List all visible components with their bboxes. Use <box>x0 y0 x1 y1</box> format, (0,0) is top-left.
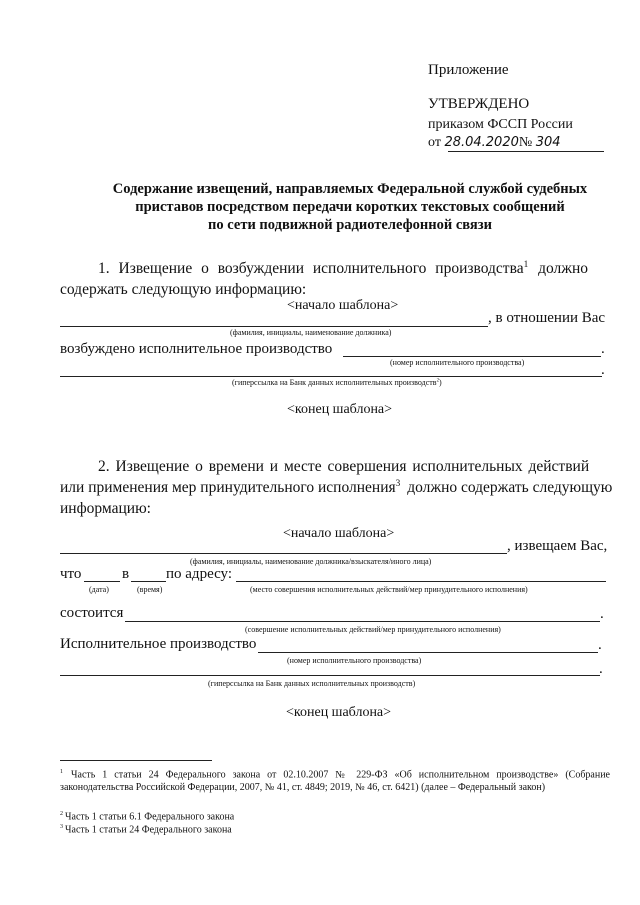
document-title <box>95 180 605 234</box>
section2-date-blank <box>84 581 120 582</box>
footnote-3 <box>60 821 610 836</box>
section2-time-blank <box>131 581 166 582</box>
section1-heading-end: должно <box>538 260 589 278</box>
section1-caption-name: (фамилия, инициалы, наименование должника) <box>230 328 392 337</box>
approved-label: УТВЕРЖДЕНО <box>428 96 530 112</box>
section1-caption-number: (номер исполнительного производства) <box>390 358 525 367</box>
footnote-1-text: Часть 1 статьи 24 Федерального закона от 02.10.2007 № 229-ФЗ «Об исполнительном производстве» (Собрание законодательства Российской Федерации, 2007, № 41, ст. 4849; 2019, № 46, ст. 6421) (далее – Федеральный закон) <box>60 769 610 794</box>
footnote-2-text: Часть 1 статьи 6.1 Федерального закона <box>65 811 235 823</box>
section1-template-start: <начало шаблона> <box>287 298 399 313</box>
order-label: приказом ФССП России <box>428 117 573 132</box>
date-prefix: от <box>428 135 441 150</box>
footnote-3-ref: 3 <box>60 824 63 830</box>
section1-initiated: возбуждено исполнительное производство <box>60 341 333 357</box>
section1-dot-1: . <box>601 341 605 357</box>
section2-proceeding-label: Исполнительное производство <box>60 636 257 652</box>
title-line-3: по сети подвижной радиотелефонной связи <box>208 217 492 233</box>
section2-number-blank <box>258 652 598 653</box>
order-date-handwritten: 28.04.2020 <box>444 135 519 150</box>
order-date-line <box>428 135 561 151</box>
section1-caption-link-close: ) <box>438 378 442 387</box>
order-number-handwritten: 304 <box>535 135 561 150</box>
footnote-1 <box>60 766 610 794</box>
section2-place-blank <box>236 581 606 582</box>
section2-address-label: по адресу: <box>166 566 233 582</box>
section1-caption-link <box>232 378 442 387</box>
section2-caption-name: (фамилия, инициалы, наименование должника/взыскателя/иного лица) <box>190 557 432 566</box>
footnote-2-ref: 2 <box>60 811 63 817</box>
section2-actions-blank <box>125 621 600 622</box>
section2-link-blank <box>60 675 600 676</box>
section2-dot-2: . <box>598 637 602 653</box>
footnote-1-ref: 1 <box>60 769 63 775</box>
section2-caption-time: (время) <box>137 585 163 594</box>
title-line-1: Содержание извещений, направляемых Федеральной службой судебных <box>112 181 588 197</box>
section2-template-start: <начало шаблона> <box>283 526 395 541</box>
section1-template-end: <конец шаблона> <box>287 402 393 417</box>
number-mark: № <box>518 135 533 150</box>
footnote-ref-2: 2 <box>436 378 439 384</box>
section2-caption-place: (место совершения исполнительных действий/мер принудительного исполнения) <box>250 585 528 594</box>
order-date-underline <box>448 151 604 152</box>
section2-caption-date: (дата) <box>89 585 109 594</box>
section2-line2 <box>60 479 612 497</box>
section2-line2-end: должно содержать следующую <box>407 479 613 497</box>
section1-line1 <box>98 260 588 278</box>
section1-link-blank <box>60 376 602 377</box>
footnote-3-text: Часть 1 статьи 24 Федерального закона <box>65 824 232 836</box>
section1-name-blank <box>60 326 488 327</box>
section1-regarding: , в отношении Вас <box>488 310 606 326</box>
footnote-ref-1: 1 <box>523 260 529 270</box>
title-line-2: приставов посредством передачи коротких текстовых сообщений <box>135 199 565 215</box>
section1-dot-2: . <box>601 362 605 378</box>
footnote-ref-3: 3 <box>395 479 401 489</box>
section2-at: в <box>122 566 130 582</box>
section1-number-blank <box>343 356 601 357</box>
section2-template-end: <конец шаблона> <box>286 705 392 720</box>
section1-heading: 1. Извещение о возбуждении исполнительного производства <box>98 260 524 278</box>
section2-dot-1: . <box>600 606 604 622</box>
section2-caption-link: (гиперссылка на Банк данных исполнительных производств) <box>208 679 416 688</box>
section2-name-blank <box>60 553 507 554</box>
section2-line2-text: или применения мер принудительного исполнения <box>60 479 396 497</box>
section1-line2: содержать следующую информацию: <box>60 281 307 298</box>
section2-will-take-place: состоится <box>60 605 124 621</box>
section2-line3: информацию: <box>60 500 151 517</box>
section2-dot-3: . <box>599 661 603 677</box>
section1-caption-link-text: (гиперссылка на Банк данных исполнительных производств <box>232 378 437 387</box>
section2-notify: , извещаем Вас, <box>507 538 608 554</box>
section2-line1: 2. Извещение о времени и месте совершения исполнительных действий <box>98 458 590 475</box>
section2-caption-actions: (совершение исполнительных действий/мер принудительного исполнения) <box>245 625 501 634</box>
footnote-separator <box>60 760 212 761</box>
appendix-label: Приложение <box>428 62 509 78</box>
section2-caption-number: (номер исполнительного производства) <box>287 656 422 665</box>
section2-what: что <box>60 566 82 582</box>
